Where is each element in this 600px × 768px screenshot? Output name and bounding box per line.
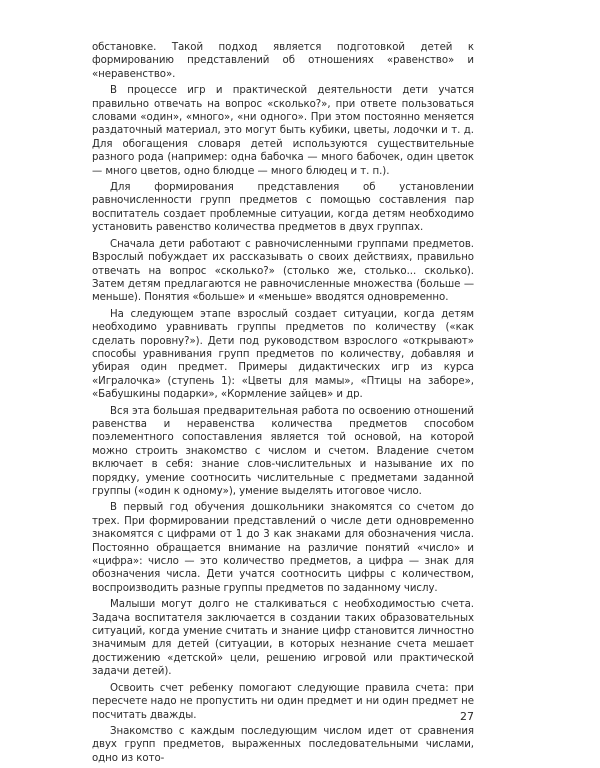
paragraph: Малыши могут долго не сталкиваться с необходимостью счета. Задача воспитателя заключается в создании таких образовательных ситуаций, когда умение считать и знание цифр становится личностно значимым для детей (ситуации, в которых незнание счета мешает достижению «детской» цели, решению игровой или практической задачи детей). (92, 599, 474, 678)
paragraph: Сначала дети работают с равночисленными группами предметов. Взрослый побуждает их рассказывать о своих действиях, правильно отвечать на вопрос «сколько?» (столько же, столько... сколько). Затем детям предлагаются не равночисленные множества (больше — меньше). Понятия «больше» и «меньше» вводятся одновременно. (92, 238, 474, 304)
page-number: 27 (460, 710, 474, 723)
paragraph: На следующем этапе взрослый создает ситуации, когда детям необходимо уравнивать группы предметов по количеству («как сделать поровну?»). Дети под руководством взрослого «открывают» способы уравнивания групп предметов по количеству, добавляя и убирая один предмет. Примеры дидактических игр из курса «Игралочка» (ступень 1): «Цветы для мамы», «Птицы на заборе», «Бабушкины подарки», «Кормление зайцев» и др. (92, 308, 474, 401)
paragraph: В процессе игр и практической деятельности дети учатся правильно отвечать на вопрос «сколько?», при ответе пользоваться словами «один», «много», «ни одного». При этом постоянно меняется раздаточный материал, это могут быть кубики, цветы, лодочки и т. д. Для обогащения словаря детей используются существительные разного рода (например: одна бабочка — много бабочек, один цветок — много цветов, одно блюдце — много блюдец и т. п.). (92, 85, 474, 177)
paragraph: В первый год обучения дошкольники знакомятся со счетом до трех. При формировании представлений о числе дети одновременно знакомятся с цифрами от 1 до 3 как знаками для обозначения числа. Постоянно обращается внимание на различие понятий «число» и «цифра»: число — это количество предметов, а цифра — знак для обозначения числа. Дети учатся соотносить цифры с количеством, воспроизводить разные группы предметов по заданному числу. (92, 502, 474, 594)
paragraph: Освоить счет ребенку помогают следующие правила счета: при пересчете надо не пропустить ни один предмет и ни один предмет не посчитать дважды. (92, 682, 474, 721)
body-text (92, 41, 474, 768)
paragraph: Для формирования представления об установлении равночисленности групп предметов с помощью составления пар воспитатель создает проблемные ситуации, когда детям необходимо установить равенство количества предметов в двух группах. (92, 182, 474, 234)
paragraph: обстановке. Такой подход является подготовкой детей к формированию представлений об отношениях «равенство» и «неравенство». (92, 42, 474, 80)
paragraph: Вся эта большая предварительная работа по освоению отношений равенства и неравенства количества предметов способом поэлементного сопоставления является той основой, на которой можно строить знакомство с числом и счетом. Владение счетом включает в себя: знание слов-числительных и называние их по порядку, умение соотносить числительные с предметами заданной группы («один к одному»), умение выделять итоговое число. (92, 405, 474, 497)
paragraph: Знакомство с каждым последующим числом идет от сравнения двух групп предметов, выраженных последовательными числами, одно из кото- (92, 725, 474, 764)
